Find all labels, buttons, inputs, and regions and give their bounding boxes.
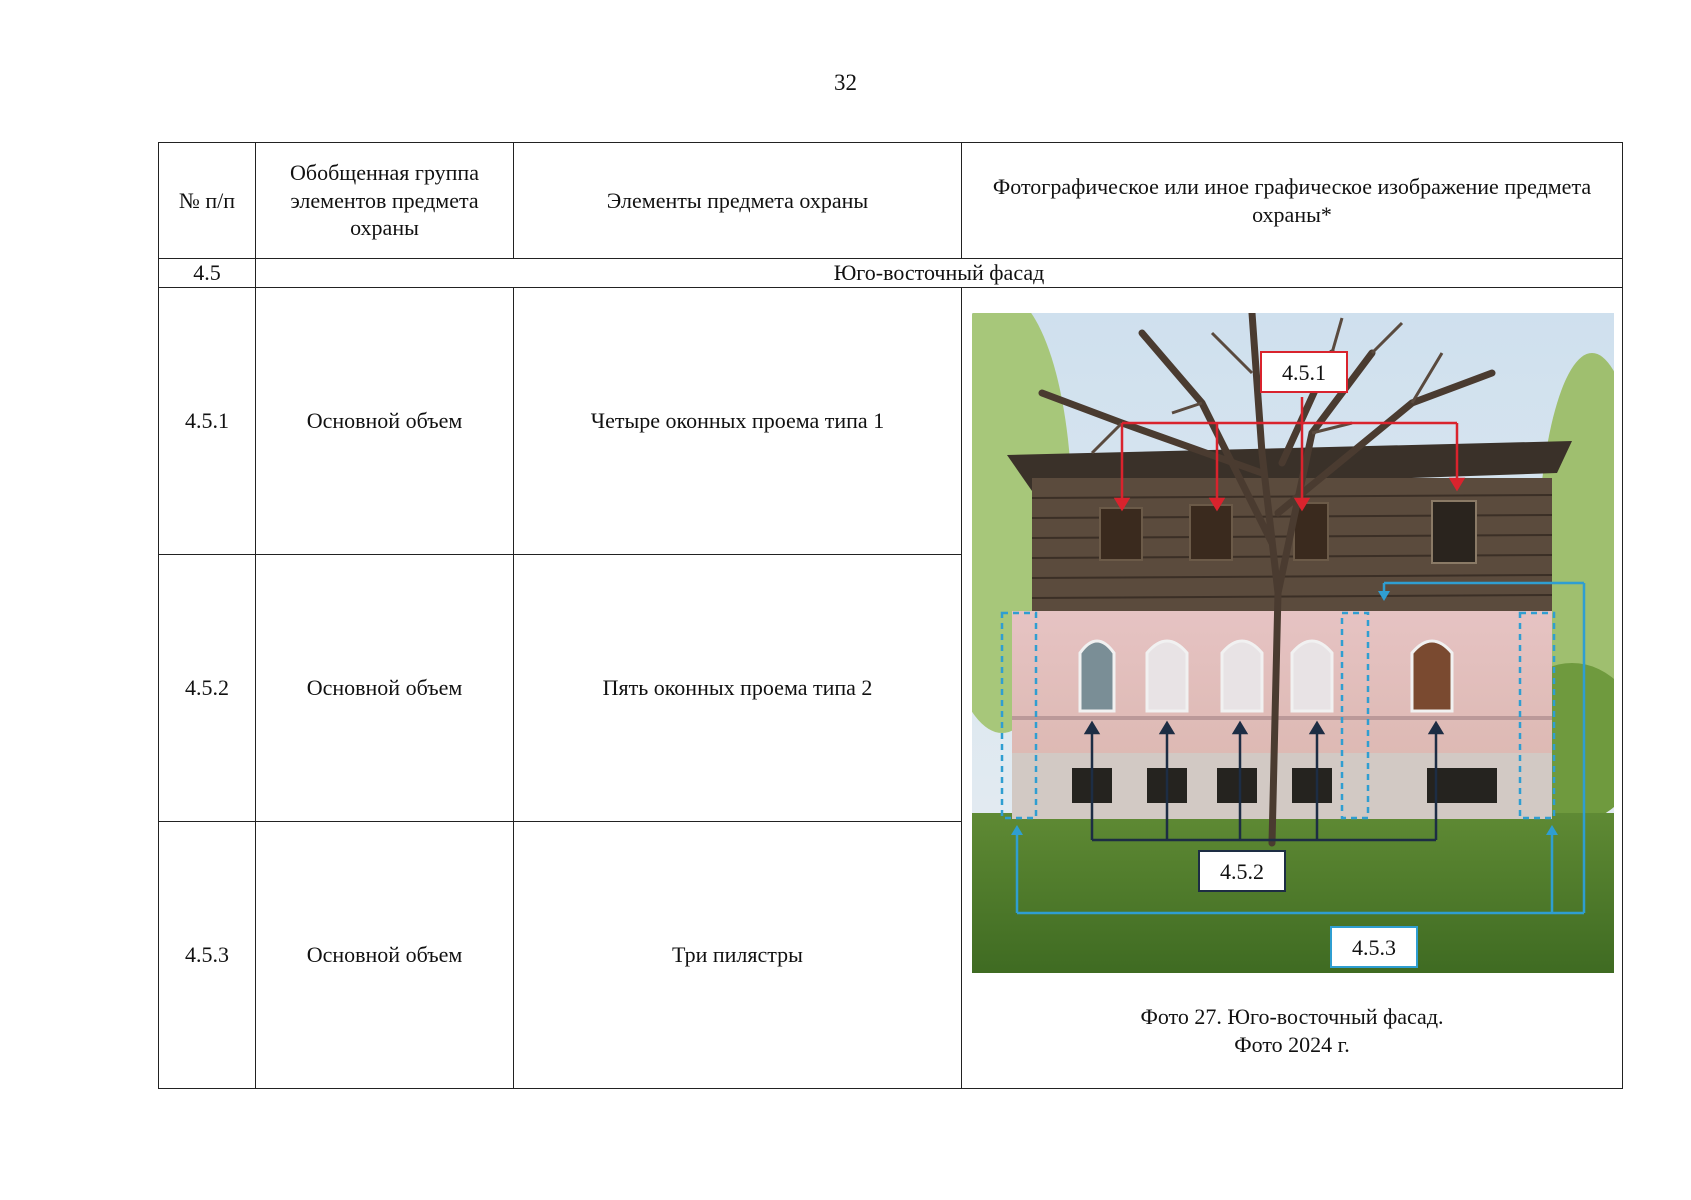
header-num: № п/п	[159, 143, 256, 259]
facade-photo	[972, 313, 1614, 973]
caption-line-2: Фото 2024 г.	[1234, 1032, 1350, 1058]
protection-table	[158, 142, 1623, 1089]
section-row	[159, 259, 1623, 288]
row-num: 4.5.1	[159, 287, 256, 554]
row-group: Основной объем	[256, 287, 514, 554]
header-image: Фотографическое или иное графическое изображение предмета охраны*	[962, 143, 1623, 259]
row-element: Четыре оконных проема типа 1	[514, 287, 962, 554]
row-num: 4.5.3	[159, 821, 256, 1088]
row-element: Пять оконных проема типа 2	[514, 554, 962, 821]
section-title: Юго-восточный фасад	[256, 259, 1623, 288]
caption-line-1: Фото 27. Юго-восточный фасад.	[1140, 1003, 1444, 1029]
header-group: Обобщенная группа элементов предмета охраны	[256, 143, 514, 259]
section-num: 4.5	[159, 259, 256, 288]
page-number: 32	[834, 70, 857, 95]
row-num: 4.5.2	[159, 554, 256, 821]
table-header-row	[159, 143, 1623, 259]
callout-label-4-5-3: 4.5.3	[1330, 926, 1418, 968]
facade-photo-image	[972, 313, 1614, 973]
header-elements: Элементы предмета охраны	[514, 143, 962, 259]
table-row	[159, 287, 1623, 554]
row-group: Основной объем	[256, 554, 514, 821]
callout-label-4-5-1: 4.5.1	[1260, 351, 1348, 393]
photo-cell	[962, 287, 1623, 1088]
photo-caption	[962, 1003, 1622, 1060]
callout-label-4-5-2: 4.5.2	[1198, 850, 1286, 892]
row-group: Основной объем	[256, 821, 514, 1088]
row-element: Три пилястры	[514, 821, 962, 1088]
